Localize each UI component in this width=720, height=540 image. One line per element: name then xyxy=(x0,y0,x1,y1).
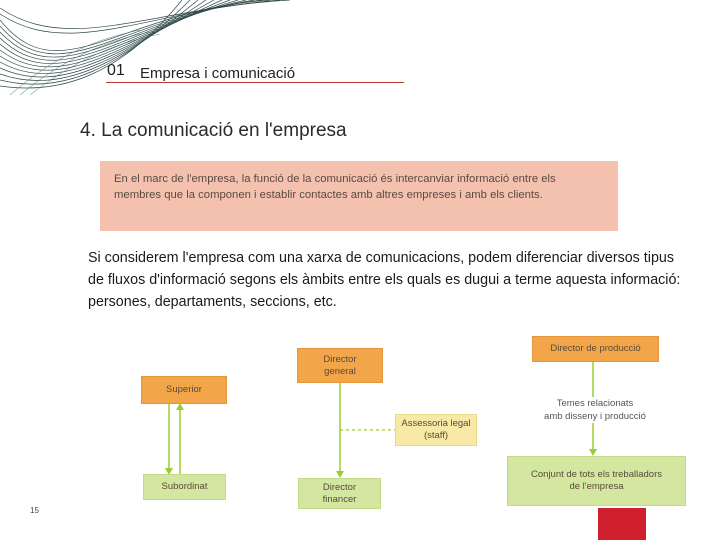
production-topics-label: Temes relacionats amb disseny i producció xyxy=(530,397,660,423)
page-number: 15 xyxy=(30,506,39,515)
diagram1-arrows xyxy=(160,402,190,476)
subordinate-box: Subordinat xyxy=(143,474,226,500)
definition-callout: En el marc de l'empresa, la funció de la comunicació és intercanviar informació entre els membres que la componen i establir contactes amb altres empreses i amb els clients. xyxy=(100,161,618,231)
chapter-number: 01 xyxy=(107,62,125,79)
mcgraw-hill-logo xyxy=(598,508,646,540)
general-director-box: Director general xyxy=(297,348,383,383)
legal-advisory-box: Assessoria legal (staff) xyxy=(395,414,477,446)
header-divider xyxy=(106,82,404,83)
section-title: 4. La comunicació en l'empresa xyxy=(80,120,347,141)
chapter-title: Empresa i comunicació xyxy=(140,65,296,82)
diagram2-connectors xyxy=(330,383,400,479)
production-director-box: Director de producció xyxy=(532,336,659,362)
finance-director-box: Director financer xyxy=(298,478,381,509)
all-workers-box: Conjunt de tots els treballadors de l'empresa xyxy=(507,456,686,506)
body-paragraph: Si considerem l'empresa com una xarxa de comunicacions, podem diferenciar diversos tipus de fluxos d'informació segons els àmbits entre els quals es dugui a terme aquesta informació: persones, departaments, seccions, etc. xyxy=(88,250,681,310)
superior-box: Superior xyxy=(141,376,227,404)
